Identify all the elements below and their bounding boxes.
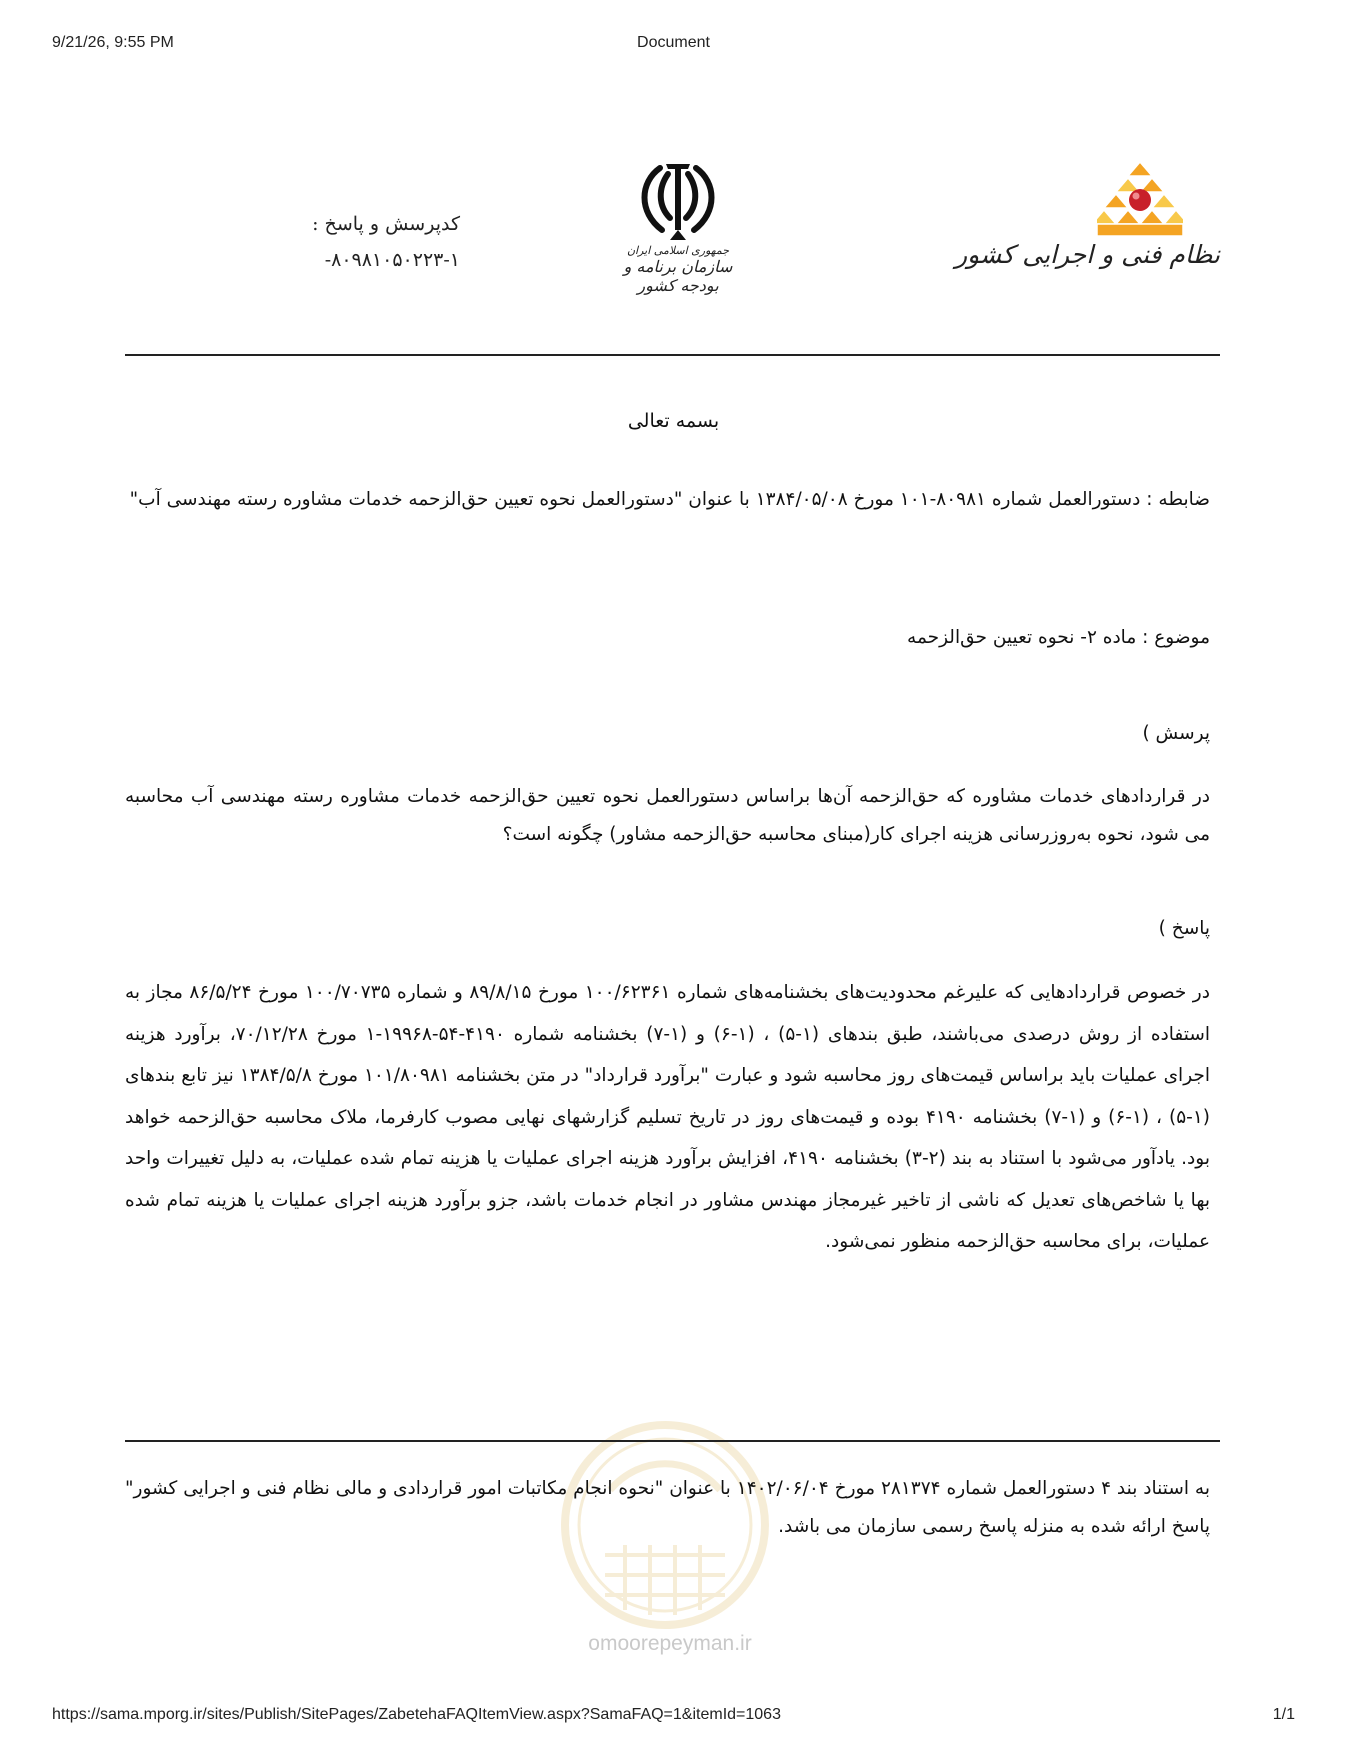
official-answer-note: به استناد بند ۴ دستورالعمل شماره ۲۸۱۳۷۴ مورخ ۱۴۰۲/۰۶/۰۴ با عنوان "نحوه انجام مکاتبات امور قراردادی و مالی نظام فنی و اجرایی کشور" پاسخ ارائه شده به منزله پاسخ رسمی سازمان می باشد. (125, 1478, 1210, 1537)
header-divider (125, 354, 1220, 356)
question-code-value: ۸۰۹۸۱۰۵۰۲۲۳-۱- (324, 249, 460, 271)
emblem-org-text: سازمان برنامه و بودجه کشور (623, 257, 733, 295)
question-paragraph: در قراردادهای خدمات مشاوره که حق‌الزحمه آن‌ها براساس دستورالعمل نحوه تعیین حق‌الزحمه خدمات مشاوره رسته مهندسی آب محاسبه می شود، نحوه به‌روزرسانی هزینه اجرای کار(مبنای محاسبه حق‌الزحمه مشاور) چگونه است؟ (125, 786, 1210, 845)
print-header (0, 34, 1347, 56)
bismillah-heading: بسمه تعالی (627, 410, 720, 432)
subject-line: موضوع : ماده ۲- نحوه تعیین حق‌الزحمه (907, 627, 1210, 648)
page-url: https://sama.mporg.ir/sites/Publish/SitePages/ZabetehaFAQItemView.aspx?SamaFAQ=1&itemId=1063 (52, 1706, 781, 1723)
question-code-block (260, 206, 460, 278)
watermark-site-text: omoorepeyman.ir (588, 1632, 752, 1655)
letterhead (125, 150, 1220, 320)
org-name-text: نظام فنی و اجرایی کشور (955, 240, 1220, 269)
footer-divider (125, 1440, 1220, 1442)
emblem-country-text: جمهوری اسلامی ایران (626, 244, 730, 257)
answer-heading: پاسخ ) (1158, 918, 1210, 939)
question-heading: پرسش ) (1142, 723, 1210, 744)
question-code-label: کدپرسش و پاسخ : (312, 213, 460, 235)
iran-emblem (603, 160, 753, 310)
rule-reference-paragraph: ضابطه : دستورالعمل شماره ۸۰۹۸۱-۱۰۱ مورخ ۱۳۸۴/۰۵/۰۸ با عنوان "دستورالعمل نحوه تعیین حق‌الزحمه خدمات مشاوره رسته مهندسی آب" (129, 489, 1210, 510)
page-number: 1/1 (1272, 1706, 1295, 1723)
print-document-title: Document (637, 34, 710, 51)
technical-executive-system-logo (955, 160, 1220, 300)
print-datetime: 9/21/26, 9:55 PM (52, 34, 174, 51)
answer-paragraph: در خصوص قراردادهایی که علیرغم محدودیت‌های بخشنامه‌های شماره ۱۰۰/۶۲۳۶۱ مورخ ۸۹/۸/۱۵ و شماره ۱۰۰/۷۰۷۳۵ مورخ ۸۶/۵/۲۴ مجاز به استفاده از روش درصدی می‌باشند، طبق بندهای (۱-۵) ، (۱-۶) و (۱-۷) بخشنامه شماره ۴۱۹۰-۵۴-۱۹۹۶۸-۱ مورخ ۷۰/۱۲/۲۸، برآورد هزینه اجرای عملیات باید براساس قیمت‌های روز محاسبه شود و عبارت "برآورد قرارداد" در متن بخشنامه ۱۰۱/۸۰۹۸۱ مورخ ۱۳۸۴/۵/۸ نیز تابع بندهای (۱-۵) ، (۱-۶) و (۱-۷) بخشنامه ۴۱۹۰ بوده و قیمت‌های روز در تاریخ تسلیم گزارشهای نهایی مصوب کارفرما، ملاک محاسبه حق‌الزحمه خواهد بود. یادآور می‌شود با استناد به بند (۲-۳) بخشنامه ۴۱۹۰، افزایش برآورد هزینه اجرای عملیات یا هزینه تمام شده عملیات، به دلیل تغییرات واحد بها یا شاخص‌های تعدیل که ناشی از تاخیر غیرمجاز مهندس مشاور در انجام خدمات باشد، جزو برآورد هزینه اجرای عملیات یا هزینه تمام شده عملیات، برای محاسبه حق‌الزحمه منظور نمی‌شود. (125, 982, 1211, 1252)
print-footer (0, 1706, 1347, 1728)
pyramid-logo-icon (1097, 160, 1183, 238)
iran-emblem-icon (630, 160, 726, 242)
